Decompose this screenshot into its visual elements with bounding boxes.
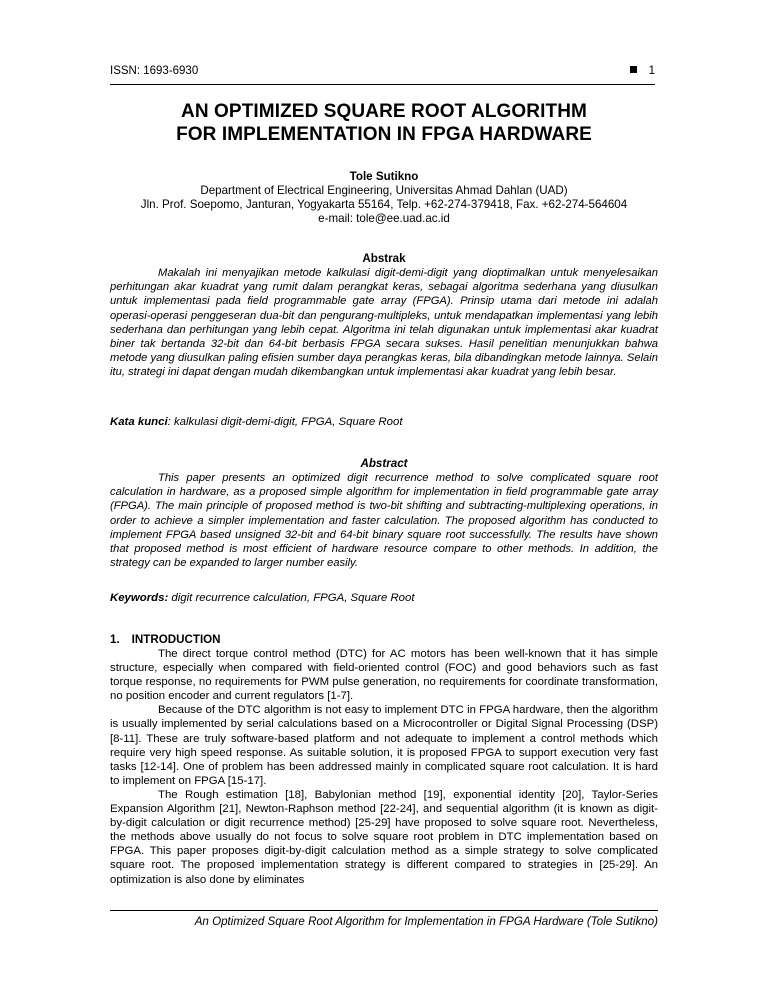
author-name: Tole Sutikno xyxy=(349,170,419,183)
department: Department of Electrical Engineering, Universitas Ahmad Dahlan (UAD) xyxy=(200,184,568,197)
introduction-body xyxy=(110,647,658,887)
section-number: 1. xyxy=(110,633,120,646)
title-line-2: FOR IMPLEMENTATION IN FPGA HARDWARE xyxy=(176,124,592,145)
square-bullet-icon xyxy=(630,66,637,73)
kata-kunci-label: Kata kunci xyxy=(110,416,168,428)
abstrak-text: Makalah ini menyajikan metode kalkulasi digit-demi-digit yang dioptimalkan untuk menyelesaikan perhitungan akar kuadrat yang rumit dalam perangkat keras, sebagai algoritma sederhana yang diusulkan untuk implementasi pada field programmable gate array (FPGA). Prinsip utama dari metode ini adalah operasi-operasi penggeseran dua-bit dan pengurang-multipleks, untuk mendapatkan implementasi yang lebih sederhana dan perhitungan yang lebih cepat. Algoritma ini telah digunakan untuk implementasi akar kuadrat biner tak bertanda 32-bit dan 64-bit berbasis FPGA secara sukses. Hasil penelitian menunjukkan bahwa metode yang diusulkan paling efisien sumber daya perangkas keras, bila dibandingkan metode lainnya. Selain itu, strategi ini dapat dengan mudah dikembangkan untuk implementasi akar kuadrat yang lebih besar. xyxy=(110,267,658,379)
page-number-value: 1 xyxy=(648,65,655,77)
email: e-mail: tole@ee.uad.ac.id xyxy=(318,212,450,225)
title-line-1: AN OPTIMIZED SQUARE ROOT ALGORITHM xyxy=(181,101,587,122)
address: Jln. Prof. Soepomo, Janturan, Yogyakarta 55164, Telp. +62-274-379418, Fax. +62-274-564604 xyxy=(140,198,628,211)
section-heading xyxy=(110,633,221,646)
keywords-text: digit recurrence calculation, FPGA, Square Root xyxy=(168,592,415,604)
abstract-heading: Abstract xyxy=(360,457,408,470)
page-number xyxy=(630,65,655,77)
abstrak-heading: Abstrak xyxy=(362,252,406,265)
running-header xyxy=(110,62,655,85)
paragraph: The direct torque control method (DTC) for AC motors has been well-known that it has simple structure, especially when compared with field-oriented control (FOC) and good behaviors such as fast torque response, no requirements for PWM pulse generation, no requirements for coordinate transformation, no position encoder and current regulators [1-7]. xyxy=(110,648,658,703)
running-footer: An Optimized Square Root Algorithm for Implementation in FPGA Hardware (Tole Sutikno) xyxy=(110,910,658,928)
keywords-label: Keywords: xyxy=(110,592,169,604)
keywords xyxy=(110,592,658,604)
affiliation xyxy=(60,184,708,226)
paragraph: The Rough estimation [18], Babylonian method [19], exponential identity [20], Taylor-Series Expansion Algorithm [21], Newton-Raphson method [22-24], and sequential algorithm (it is known as digit-by-digit calculation or digit recurrence method) [25-29] have proposed to solve square root. Nevertheless, the methods above usually do not focus to solve square root problem in DTC implementation based on FPGA. This paper proposes digit-by-digit calculation method as a simple strategy to solve complicated square root. The proposed implementation strategy is different compared to strategies in [25-29]. An optimization is also done by eliminates xyxy=(110,788,658,886)
abstract-text: This paper presents an optimized digit recurrence method to solve complicated square root calculation in hardware, as a proposed simple algorithm for implementation in field programmable gate array (FPGA). The main principle of proposed method is two-bit shifting and subtracting-multiplexing operations, in order to achieve a simpler implementation and faster calculation. The proposed algorithm has conducted to implement FPGA based unsigned 32-bit and 64-bit binary square root successfully. The results have shown that proposed method is most efficient of hardware resource compare to other methods. In addition, the strategy can be expanded to larger number easily. xyxy=(110,472,658,570)
paragraph: Because of the DTC algorithm is not easy to implement DTC in FPGA hardware, then the algorithm is usually implemented by serial calculations based on a Microcontroller or Digital Signal Processing (DSP) [8-11]. These are truly software-based platform and not adequate to implement a control methods which require very high speed response. As suitable solution, it is proposed FPGA to support execution very fast tasks [12-14]. One of problem has been addressed mainly in complicated square root calculation. It is hard to implement on FPGA [15-17]. xyxy=(110,704,658,787)
issn: ISSN: 1693-6930 xyxy=(110,65,199,77)
section-title: INTRODUCTION xyxy=(131,633,221,646)
kata-kunci xyxy=(110,416,658,428)
paper-title xyxy=(80,100,688,146)
kata-kunci-text: : kalkulasi digit-demi-digit, FPGA, Square Root xyxy=(167,416,403,428)
